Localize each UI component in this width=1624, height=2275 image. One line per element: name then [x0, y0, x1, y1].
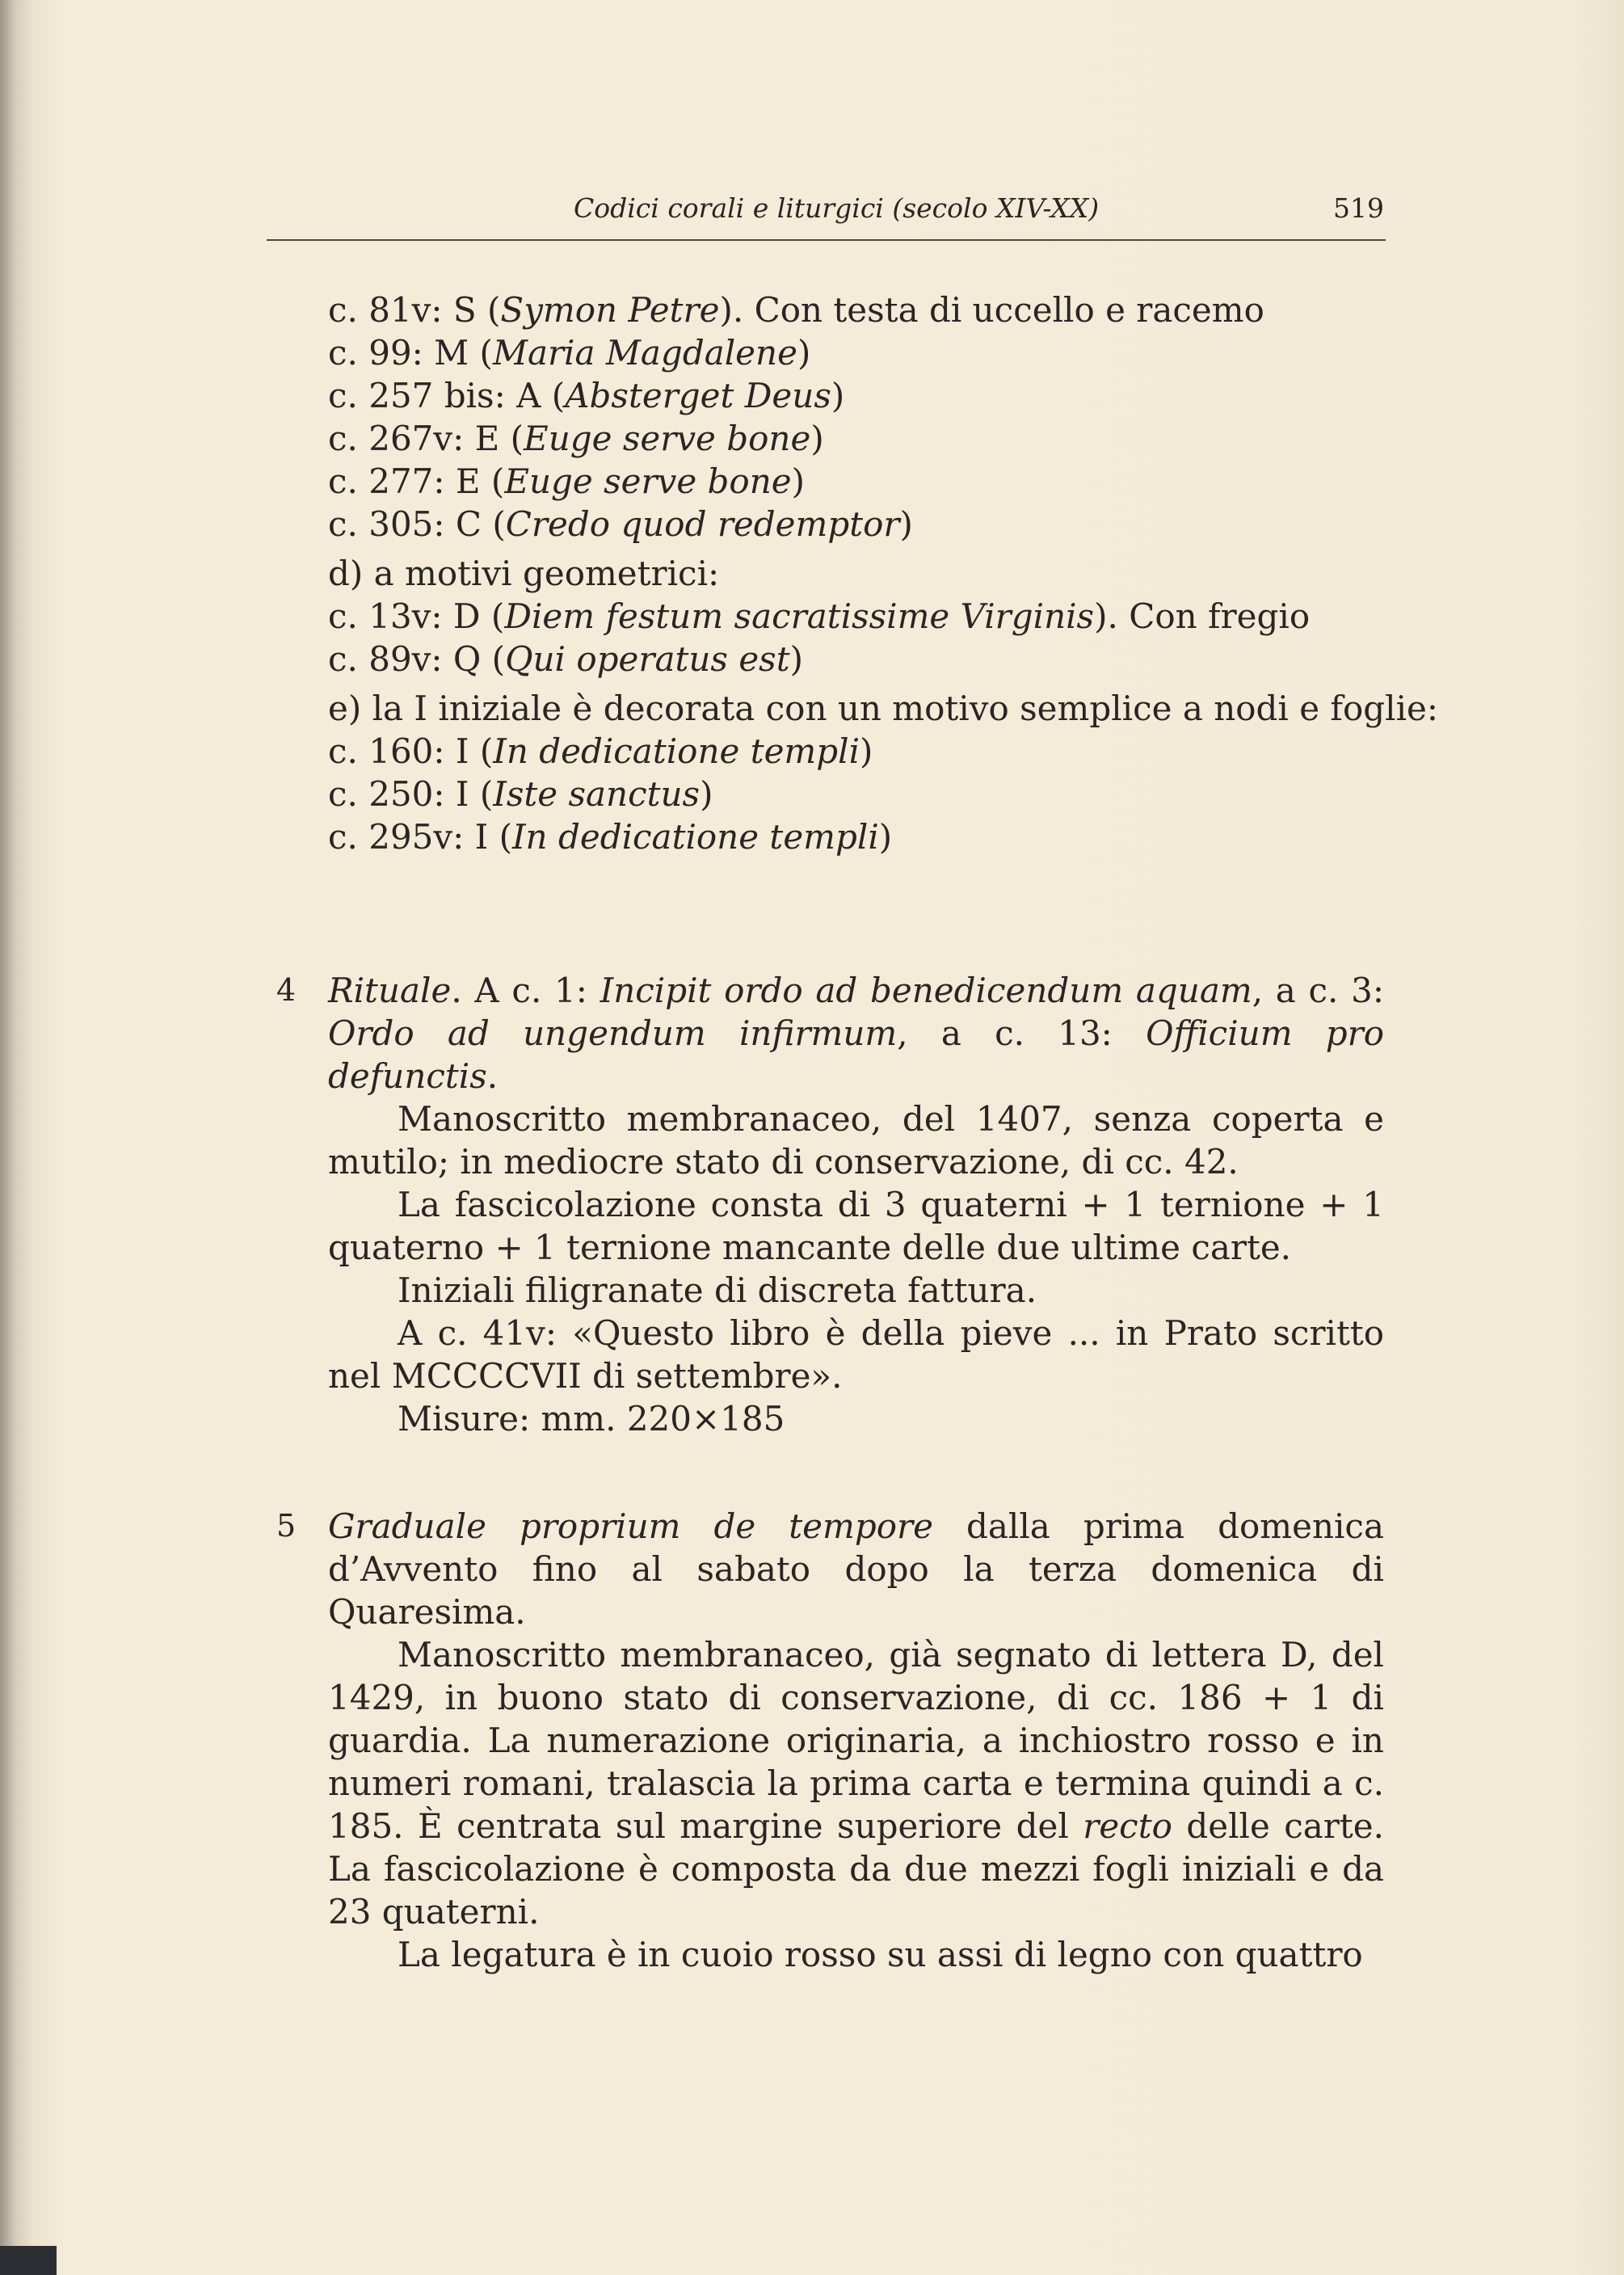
list-item: c. 277: E (Euge serve bone)	[328, 461, 806, 501]
entry-paragraph: Misure: mm. 220×185	[398, 1399, 785, 1439]
list-item: c. 267v: E (Euge serve bone)	[328, 419, 824, 458]
running-title: Codici corali e liturgici (secolo XIV-XX)	[574, 192, 1100, 224]
scan-edge	[0, 2246, 57, 2275]
entry-paragraph: Manoscritto membranaceo, del 1407, senza coperta e mutilo; in mediocre stato di conservazione, di cc. 42.	[328, 1099, 1384, 1182]
list-item: c. 99: M (Maria Magdalene)	[328, 333, 811, 373]
entry-paragraph: La legatura è in cuoio rosso su assi di legno con quattro	[398, 1935, 1363, 1974]
page-number: 519	[1333, 192, 1384, 224]
list-heading-e: e) la I iniziale è decorata con un motivo semplice a nodi e foglie:	[328, 689, 1439, 728]
catalog-entry-5	[276, 1505, 1384, 1976]
list-item: c. 13v: D (Diem festum sacratissime Virginis). Con fregio	[328, 596, 1311, 636]
entry-number: 5	[276, 1508, 297, 1544]
list-heading-d: d) a motivi geometrici:	[328, 554, 720, 593]
list-item: c. 305: C (Credo quod redemptor)	[328, 504, 913, 544]
list-item: c. 160: I (In dedicatione templi)	[328, 731, 873, 771]
entry-title: Graduale proprium de tempore dalla prima domenica d’Avvento fino al sabato dopo la terza domenica di Quaresima.	[328, 1506, 1384, 1632]
entry-title: Rituale. A c. 1: Incipit ordo ad benedicendum aquam, a c. 3: Ordo ad ungendum infirmum, a c. 13: Officium pro defunctis.	[328, 971, 1384, 1096]
list-item: c. 250: I (Iste sanctus)	[328, 774, 713, 814]
entry-paragraph: A c. 41v: «Questo libro è della pieve ... in Prato scritto nel MCCCCVII di settembre».	[328, 1313, 1384, 1396]
list-item: c. 257 bis: A (Absterget Deus)	[328, 376, 845, 415]
entry-paragraph: Manoscritto membranaceo, già segnato di lettera D, del 1429, in buono stato di conservazione, di cc. 186 + 1 di guardia. La numerazione originaria, a inchiostro rosso e in numeri romani, tralascia la prima carta e termina quindi a c. 185. È centrata sul margine superiore del recto delle carte. La fascicolazione è composta da due mezzi fogli iniziali e da 23 quaterni.	[328, 1635, 1384, 1932]
entry-number: 4	[276, 972, 297, 1008]
running-header	[267, 187, 1386, 241]
entry-paragraph: Iniziali filigranate di discreta fattura.	[398, 1270, 1037, 1310]
list-item: c. 89v: Q (Qui operatus est)	[328, 639, 803, 679]
list-item: c. 295v: I (In dedicatione templi)	[328, 817, 893, 857]
list-item: c. 81v: S (Symon Petre). Con testa di uccello e racemo	[328, 290, 1264, 330]
initials-list	[328, 289, 1439, 858]
entry-paragraph: La fascicolazione consta di 3 quaterni + 1 ternione + 1 quaterno + 1 ternione mancante delle due ultime carte.	[328, 1185, 1384, 1267]
catalog-entry-4	[276, 969, 1384, 1440]
